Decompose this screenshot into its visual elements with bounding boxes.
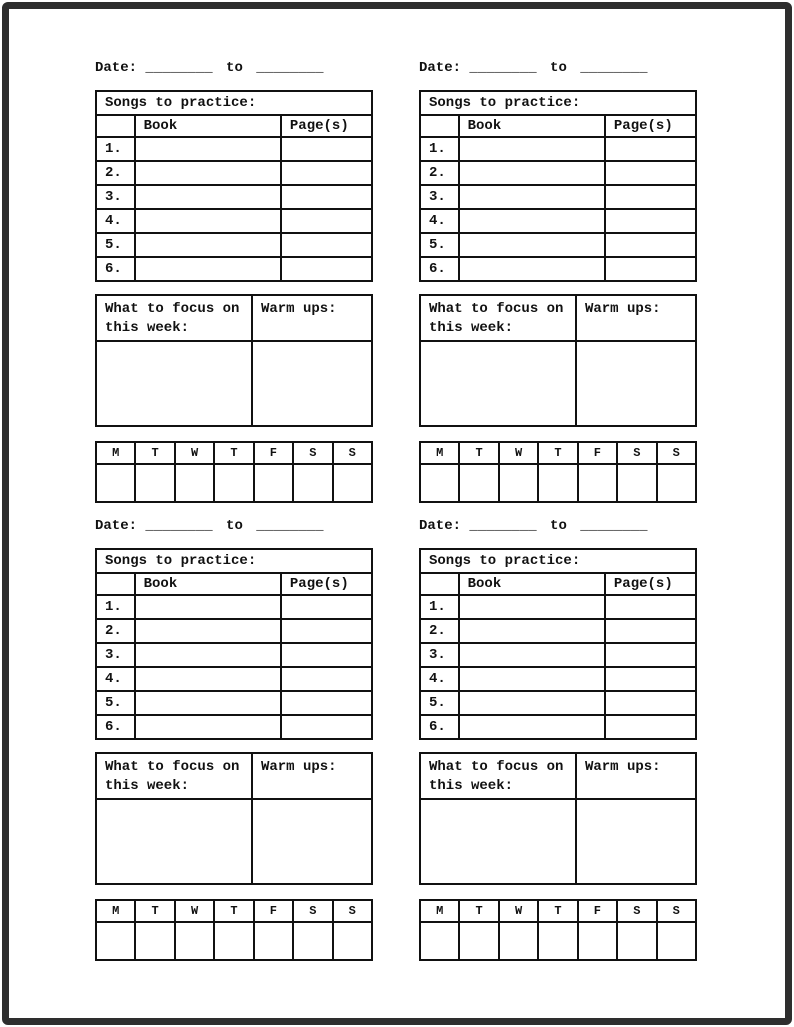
day-track-cell bbox=[333, 464, 372, 502]
focus-header-cell: What to focus on this week: bbox=[96, 753, 252, 799]
day-header-cell: S bbox=[657, 442, 696, 464]
song-row bbox=[420, 619, 696, 643]
song-number-cell: 4. bbox=[96, 667, 135, 691]
date-line bbox=[95, 518, 373, 540]
pages-column-header: Page(s) bbox=[605, 115, 696, 137]
day-header-cell: S bbox=[333, 900, 372, 922]
focus-warmups-notes-row bbox=[420, 341, 696, 426]
pages-entry-cell bbox=[281, 667, 372, 691]
songs-table-title-row bbox=[96, 549, 372, 573]
day-header-row bbox=[420, 900, 696, 922]
book-entry-cell bbox=[459, 185, 605, 209]
song-number-cell: 6. bbox=[420, 715, 459, 739]
song-number-column-header bbox=[96, 573, 135, 595]
warmups-header-cell: Warm ups: bbox=[576, 295, 696, 341]
day-header-cell: M bbox=[96, 442, 135, 464]
song-row bbox=[420, 257, 696, 281]
focus-warmups-notes-row bbox=[420, 799, 696, 884]
song-number-cell: 1. bbox=[96, 595, 135, 619]
song-number-cell: 6. bbox=[96, 257, 135, 281]
day-header-cell: S bbox=[333, 442, 372, 464]
book-entry-cell bbox=[459, 715, 605, 739]
warmups-notes-cell bbox=[576, 341, 696, 426]
day-track-cell bbox=[420, 464, 459, 502]
song-row bbox=[420, 667, 696, 691]
book-entry-cell bbox=[459, 233, 605, 257]
day-track-cell bbox=[578, 922, 617, 960]
book-entry-cell bbox=[135, 257, 281, 281]
focus-warmups-header-row bbox=[420, 753, 696, 799]
day-header-cell: M bbox=[420, 900, 459, 922]
song-number-column-header bbox=[96, 115, 135, 137]
songs-table-header-row bbox=[420, 115, 696, 137]
day-track-cell bbox=[293, 922, 332, 960]
focus-warmups-table bbox=[419, 294, 697, 427]
day-track-cell bbox=[499, 922, 538, 960]
day-track-cell bbox=[96, 464, 135, 502]
song-number-column-header bbox=[420, 573, 459, 595]
song-row bbox=[96, 185, 372, 209]
pages-column-header: Page(s) bbox=[281, 115, 372, 137]
week-tracker-table bbox=[95, 441, 373, 503]
warmups-notes-cell bbox=[252, 341, 372, 426]
songs-table-title-row bbox=[420, 91, 696, 115]
pages-entry-cell bbox=[605, 209, 696, 233]
focus-warmups-header-row bbox=[420, 295, 696, 341]
focus-warmups-notes-row bbox=[96, 799, 372, 884]
day-track-cell bbox=[538, 922, 577, 960]
weekly-practice-panel bbox=[419, 60, 697, 497]
song-row bbox=[96, 137, 372, 161]
book-entry-cell bbox=[135, 691, 281, 715]
song-number-cell: 2. bbox=[96, 161, 135, 185]
day-header-cell: W bbox=[175, 900, 214, 922]
weekly-practice-panel bbox=[419, 518, 697, 955]
song-row bbox=[96, 257, 372, 281]
songs-table-title-row bbox=[96, 91, 372, 115]
quadrant-grid bbox=[95, 60, 697, 955]
focus-warmups-table bbox=[95, 752, 373, 885]
song-number-cell: 2. bbox=[420, 619, 459, 643]
song-row bbox=[420, 233, 696, 257]
song-row bbox=[96, 209, 372, 233]
date-separator: to bbox=[226, 518, 243, 534]
pages-entry-cell bbox=[281, 691, 372, 715]
song-row bbox=[96, 595, 372, 619]
book-entry-cell bbox=[135, 643, 281, 667]
day-track-cell bbox=[96, 922, 135, 960]
song-number-cell: 2. bbox=[420, 161, 459, 185]
book-entry-cell bbox=[459, 137, 605, 161]
songs-table-header-row bbox=[96, 573, 372, 595]
book-entry-cell bbox=[459, 667, 605, 691]
day-header-cell: S bbox=[617, 900, 656, 922]
book-entry-cell bbox=[459, 691, 605, 715]
pages-entry-cell bbox=[605, 619, 696, 643]
focus-header-cell: What to focus on this week: bbox=[420, 753, 576, 799]
pages-column-header: Page(s) bbox=[281, 573, 372, 595]
focus-warmups-header-row bbox=[96, 753, 372, 799]
song-number-cell: 5. bbox=[96, 233, 135, 257]
focus-notes-cell bbox=[420, 799, 576, 884]
pages-entry-cell bbox=[605, 257, 696, 281]
day-track-row bbox=[96, 922, 372, 960]
book-entry-cell bbox=[135, 137, 281, 161]
day-header-cell: T bbox=[214, 442, 253, 464]
song-number-cell: 2. bbox=[96, 619, 135, 643]
song-number-cell: 1. bbox=[420, 137, 459, 161]
songs-to-practice-table bbox=[419, 90, 697, 282]
day-header-cell: S bbox=[293, 442, 332, 464]
date-line bbox=[95, 60, 373, 82]
song-row bbox=[96, 691, 372, 715]
song-number-cell: 3. bbox=[96, 185, 135, 209]
day-track-cell bbox=[214, 464, 253, 502]
songs-table-header-row bbox=[96, 115, 372, 137]
date-start-blank: ________ bbox=[145, 518, 213, 534]
pages-entry-cell bbox=[605, 643, 696, 667]
song-number-cell: 3. bbox=[420, 643, 459, 667]
pages-entry-cell bbox=[605, 233, 696, 257]
song-number-cell: 1. bbox=[420, 595, 459, 619]
day-header-row bbox=[420, 442, 696, 464]
day-track-cell bbox=[617, 464, 656, 502]
day-track-cell bbox=[175, 922, 214, 960]
book-entry-cell bbox=[459, 595, 605, 619]
focus-header-cell: What to focus on this week: bbox=[420, 295, 576, 341]
pages-entry-cell bbox=[281, 257, 372, 281]
day-header-cell: T bbox=[135, 900, 174, 922]
day-track-cell bbox=[293, 464, 332, 502]
day-header-cell: M bbox=[96, 900, 135, 922]
pages-entry-cell bbox=[605, 691, 696, 715]
day-header-row bbox=[96, 900, 372, 922]
song-number-cell: 5. bbox=[96, 691, 135, 715]
book-entry-cell bbox=[459, 209, 605, 233]
day-track-cell bbox=[499, 464, 538, 502]
book-entry-cell bbox=[135, 233, 281, 257]
focus-warmups-table bbox=[95, 294, 373, 427]
pages-entry-cell bbox=[281, 619, 372, 643]
pages-entry-cell bbox=[605, 161, 696, 185]
song-row bbox=[420, 185, 696, 209]
date-label: Date: bbox=[419, 518, 462, 534]
song-number-cell: 5. bbox=[420, 233, 459, 257]
day-track-cell bbox=[578, 464, 617, 502]
day-header-cell: T bbox=[214, 900, 253, 922]
warmups-header-cell: Warm ups: bbox=[252, 753, 372, 799]
week-tracker-table bbox=[419, 899, 697, 961]
focus-notes-cell bbox=[96, 341, 252, 426]
day-track-cell bbox=[459, 464, 498, 502]
date-start-blank: ________ bbox=[145, 60, 213, 76]
pages-entry-cell bbox=[281, 137, 372, 161]
song-number-cell: 3. bbox=[96, 643, 135, 667]
focus-notes-cell bbox=[96, 799, 252, 884]
songs-to-practice-table bbox=[95, 90, 373, 282]
song-number-column-header bbox=[420, 115, 459, 137]
pages-entry-cell bbox=[281, 715, 372, 739]
song-row bbox=[96, 619, 372, 643]
day-track-cell bbox=[254, 922, 293, 960]
book-column-header: Book bbox=[459, 573, 605, 595]
book-column-header: Book bbox=[135, 115, 281, 137]
song-row bbox=[420, 137, 696, 161]
date-line bbox=[419, 518, 697, 540]
date-separator: to bbox=[550, 518, 567, 534]
date-start-blank: ________ bbox=[469, 518, 537, 534]
date-label: Date: bbox=[419, 60, 462, 76]
day-header-cell: W bbox=[499, 442, 538, 464]
day-track-cell bbox=[459, 922, 498, 960]
day-header-cell: T bbox=[538, 442, 577, 464]
book-entry-cell bbox=[459, 619, 605, 643]
day-header-cell: W bbox=[175, 442, 214, 464]
song-number-cell: 6. bbox=[420, 257, 459, 281]
week-tracker-table bbox=[419, 441, 697, 503]
day-header-cell: F bbox=[254, 900, 293, 922]
warmups-header-cell: Warm ups: bbox=[576, 753, 696, 799]
day-header-cell: S bbox=[657, 900, 696, 922]
day-track-row bbox=[96, 464, 372, 502]
book-entry-cell bbox=[135, 715, 281, 739]
warmups-notes-cell bbox=[252, 799, 372, 884]
book-entry-cell bbox=[135, 619, 281, 643]
day-header-cell: S bbox=[293, 900, 332, 922]
pages-entry-cell bbox=[605, 667, 696, 691]
songs-table-title: Songs to practice: bbox=[96, 549, 372, 573]
book-column-header: Book bbox=[135, 573, 281, 595]
song-number-cell: 4. bbox=[420, 209, 459, 233]
song-number-cell: 4. bbox=[96, 209, 135, 233]
day-track-cell bbox=[657, 464, 696, 502]
book-entry-cell bbox=[135, 161, 281, 185]
weekly-practice-panel bbox=[95, 518, 373, 955]
pages-entry-cell bbox=[605, 595, 696, 619]
date-separator: to bbox=[550, 60, 567, 76]
pages-entry-cell bbox=[281, 161, 372, 185]
pages-entry-cell bbox=[281, 643, 372, 667]
book-entry-cell bbox=[135, 595, 281, 619]
date-start-blank: ________ bbox=[469, 60, 537, 76]
songs-table-title-row bbox=[420, 549, 696, 573]
pages-entry-cell bbox=[281, 595, 372, 619]
pages-entry-cell bbox=[281, 185, 372, 209]
day-track-cell bbox=[135, 464, 174, 502]
date-end-blank: ________ bbox=[256, 518, 324, 534]
day-header-row bbox=[96, 442, 372, 464]
weekly-practice-panel bbox=[95, 60, 373, 497]
day-header-cell: M bbox=[420, 442, 459, 464]
day-header-cell: S bbox=[617, 442, 656, 464]
book-entry-cell bbox=[135, 185, 281, 209]
songs-to-practice-table bbox=[419, 548, 697, 740]
book-entry-cell bbox=[459, 257, 605, 281]
day-header-cell: F bbox=[254, 442, 293, 464]
day-track-row bbox=[420, 464, 696, 502]
song-row bbox=[420, 209, 696, 233]
date-label: Date: bbox=[95, 60, 138, 76]
day-track-cell bbox=[214, 922, 253, 960]
song-number-cell: 4. bbox=[420, 667, 459, 691]
songs-table-title: Songs to practice: bbox=[420, 549, 696, 573]
day-track-cell bbox=[175, 464, 214, 502]
week-tracker-table bbox=[95, 899, 373, 961]
pages-entry-cell bbox=[281, 233, 372, 257]
songs-table-title: Songs to practice: bbox=[96, 91, 372, 115]
date-end-blank: ________ bbox=[256, 60, 324, 76]
day-header-cell: W bbox=[499, 900, 538, 922]
focus-warmups-table bbox=[419, 752, 697, 885]
date-line bbox=[419, 60, 697, 82]
song-number-cell: 6. bbox=[96, 715, 135, 739]
pages-entry-cell bbox=[605, 137, 696, 161]
song-row bbox=[96, 715, 372, 739]
songs-to-practice-table bbox=[95, 548, 373, 740]
book-entry-cell bbox=[135, 667, 281, 691]
song-row bbox=[96, 233, 372, 257]
book-entry-cell bbox=[459, 161, 605, 185]
song-row bbox=[96, 161, 372, 185]
day-header-cell: T bbox=[459, 442, 498, 464]
day-header-cell: T bbox=[135, 442, 174, 464]
pages-entry-cell bbox=[281, 209, 372, 233]
day-track-cell bbox=[420, 922, 459, 960]
date-label: Date: bbox=[95, 518, 138, 534]
day-track-cell bbox=[538, 464, 577, 502]
song-number-cell: 1. bbox=[96, 137, 135, 161]
book-entry-cell bbox=[135, 209, 281, 233]
pages-entry-cell bbox=[605, 715, 696, 739]
date-end-blank: ________ bbox=[580, 60, 648, 76]
focus-notes-cell bbox=[420, 341, 576, 426]
day-track-cell bbox=[657, 922, 696, 960]
day-header-cell: T bbox=[538, 900, 577, 922]
song-row bbox=[420, 715, 696, 739]
day-header-cell: T bbox=[459, 900, 498, 922]
day-track-cell bbox=[254, 464, 293, 502]
song-row bbox=[420, 691, 696, 715]
warmups-header-cell: Warm ups: bbox=[252, 295, 372, 341]
song-row bbox=[96, 667, 372, 691]
songs-table-header-row bbox=[420, 573, 696, 595]
date-end-blank: ________ bbox=[580, 518, 648, 534]
song-row bbox=[420, 643, 696, 667]
warmups-notes-cell bbox=[576, 799, 696, 884]
book-column-header: Book bbox=[459, 115, 605, 137]
song-row bbox=[420, 595, 696, 619]
focus-warmups-notes-row bbox=[96, 341, 372, 426]
date-separator: to bbox=[226, 60, 243, 76]
songs-table-title: Songs to practice: bbox=[420, 91, 696, 115]
day-header-cell: F bbox=[578, 900, 617, 922]
focus-header-cell: What to focus on this week: bbox=[96, 295, 252, 341]
song-row bbox=[96, 643, 372, 667]
day-track-cell bbox=[617, 922, 656, 960]
day-header-cell: F bbox=[578, 442, 617, 464]
song-row bbox=[420, 161, 696, 185]
pages-entry-cell bbox=[605, 185, 696, 209]
book-entry-cell bbox=[459, 643, 605, 667]
day-track-row bbox=[420, 922, 696, 960]
pages-column-header: Page(s) bbox=[605, 573, 696, 595]
song-number-cell: 5. bbox=[420, 691, 459, 715]
focus-warmups-header-row bbox=[96, 295, 372, 341]
day-track-cell bbox=[135, 922, 174, 960]
song-number-cell: 3. bbox=[420, 185, 459, 209]
day-track-cell bbox=[333, 922, 372, 960]
